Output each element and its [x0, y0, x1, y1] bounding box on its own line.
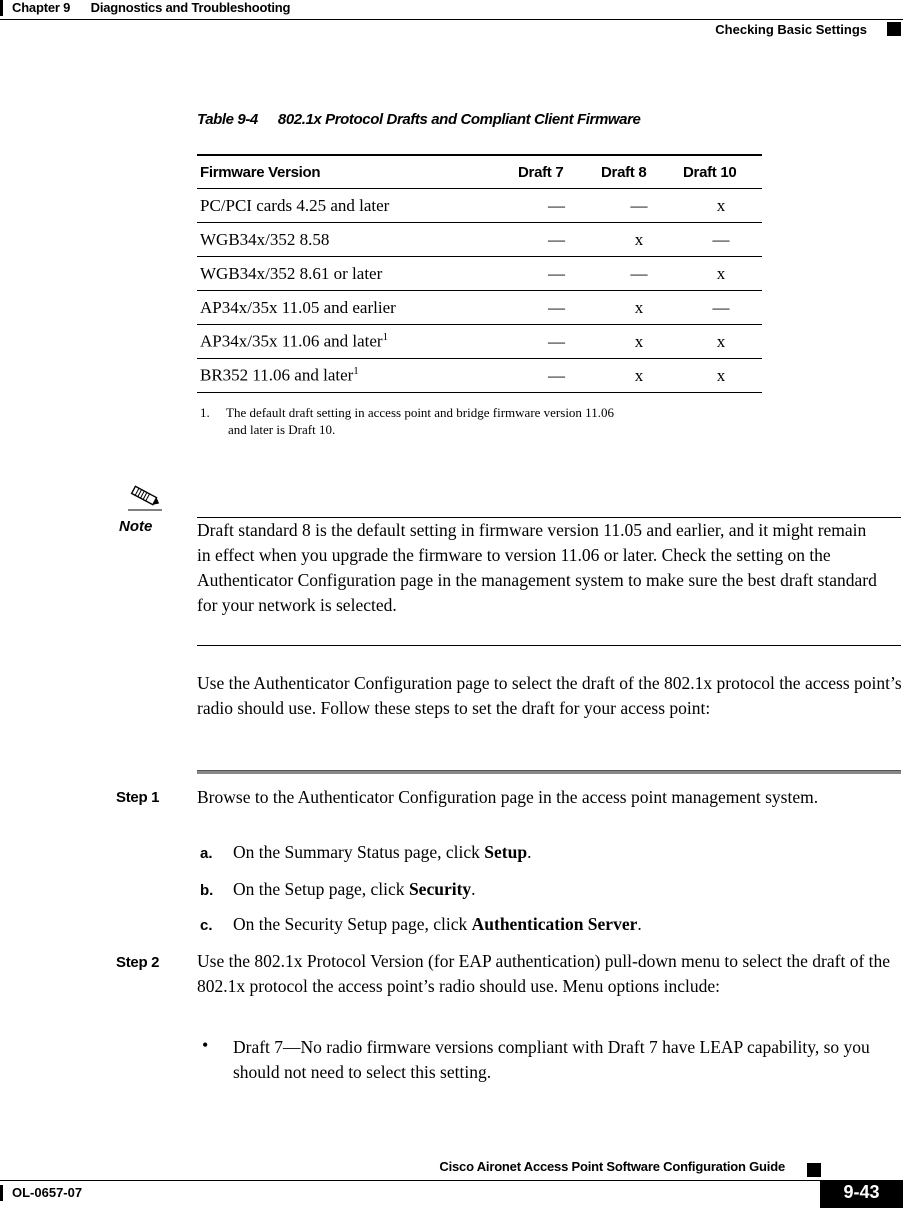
table-number: Table 9-4 — [197, 111, 258, 128]
footnote-ref[interactable]: 1 — [382, 331, 389, 344]
table-row — [197, 359, 762, 393]
bullet-text: Draft 7—No radio firmware versions compliant with Draft 7 have LEAP capability, so you should not need to select this setting. — [233, 1037, 870, 1082]
note-divider — [197, 645, 901, 646]
firmware-cell: PC/PCI cards 4.25 and later — [197, 189, 515, 223]
substep-label: c. — [200, 917, 213, 934]
header-bar — [0, 0, 3, 16]
draft10-cell: x — [680, 325, 762, 359]
draft7-cell: — — [515, 325, 598, 359]
column-header: Firmware Version — [197, 155, 515, 189]
draft8-cell: — — [598, 257, 680, 291]
step-label: Step 2 — [116, 954, 160, 971]
bullet-symbol: • — [202, 1035, 209, 1055]
draft7-cell: — — [515, 291, 598, 325]
substep-label: a. — [200, 845, 213, 862]
header-rule — [0, 19, 903, 20]
step-text: Use the 802.1x Protocol Version (for EAP authentication) pull-down menu to select the draft of the 802.1x protocol the access point’s radio should use. Menu options include: — [197, 951, 891, 996]
table-row — [197, 325, 762, 359]
firmware-cell: BR352 11.06 and later$^1$ — [197, 359, 515, 393]
draft8-cell: — — [598, 189, 680, 223]
draft7-cell: — — [515, 359, 598, 393]
firmware-cell: AP34x/35x 11.06 and later$^1$ — [197, 325, 515, 359]
note-pencil-icon — [128, 481, 162, 511]
column-header: Draft 8 — [598, 155, 680, 189]
document-number: OL-0657-07 — [12, 1185, 83, 1200]
draft8-cell: x — [598, 325, 680, 359]
draft10-cell: — — [680, 291, 762, 325]
draft7-cell: — — [515, 189, 598, 223]
table-header-row — [197, 155, 762, 189]
menu-link-authentication-server: Authentication Server — [471, 914, 638, 934]
column-header: Draft 10 — [680, 155, 762, 189]
section-title: Checking Basic Settings — [715, 22, 867, 37]
table-title: 802.1x Protocol Drafts and Compliant Client Firmware — [277, 111, 641, 128]
draft7-cell: — — [515, 223, 598, 257]
firmware-table — [197, 154, 762, 393]
menu-link-security: Security — [408, 879, 472, 899]
table-row — [197, 257, 762, 291]
substep-text: On the Summary Status page, click Setup. — [233, 842, 532, 862]
table-row — [197, 291, 762, 325]
chapter-title: Chapter 9 Diagnostics and Troubleshooting — [12, 0, 291, 15]
draft10-cell: x — [680, 257, 762, 291]
table-footnote — [200, 404, 760, 438]
footnote-ref[interactable]: 1 — [353, 365, 359, 378]
firmware-cell: WGB34x/352 8.61 or later — [197, 257, 515, 291]
note-text: Draft standard 8 is the default setting in firmware version 11.05 and earlier, and it might remain in effect when you upgrade the firmware to version 11.06 or later. Check the setting on the Authenticator Configuration page in the management system to make sure the best draft standard for your network is selected. — [197, 520, 877, 615]
draft8-cell: x — [598, 359, 680, 393]
table-row — [197, 189, 762, 223]
procedure-rule — [197, 770, 901, 774]
draft10-cell: x — [680, 359, 762, 393]
page-number: 9-43 — [843, 1182, 880, 1202]
table-row — [197, 223, 762, 257]
header-marker — [887, 22, 901, 36]
footer-bar — [0, 1185, 3, 1201]
intro-paragraph: Use the Authenticator Configuration page to select the draft of the 802.1x protocol the access point’s radio should use. Follow these steps to set the draft for your access point: — [197, 673, 902, 718]
footnote-line: The default draft setting in access point and bridge firmware version 11.06 — [226, 405, 614, 420]
step-label: Step 1 — [116, 789, 160, 806]
menu-link-setup: Setup — [484, 842, 528, 862]
draft7-cell: — — [515, 257, 598, 291]
footer-rule — [0, 1180, 820, 1181]
table-caption — [197, 111, 641, 128]
draft8-cell: x — [598, 291, 680, 325]
step-text: Browse to the Authenticator Configuration page in the access point management system. — [197, 787, 819, 807]
footnote-number: 1. — [200, 405, 210, 420]
draft10-cell: — — [680, 223, 762, 257]
footer-guide-title: Cisco Aironet Access Point Software Configuration Guide — [439, 1159, 785, 1174]
substep-text: On the Security Setup page, click Authentication Server. — [233, 914, 642, 934]
substep-text: On the Setup page, click Security. — [233, 879, 476, 899]
firmware-cell: WGB34x/352 8.58 — [197, 223, 515, 257]
footnote-line: and later is Draft 10. — [228, 422, 336, 437]
column-header: Draft 7 — [515, 155, 598, 189]
substep-label: b. — [200, 882, 214, 899]
draft8-cell: x — [598, 223, 680, 257]
note-label: Note — [119, 518, 153, 535]
footer-marker — [807, 1163, 821, 1177]
firmware-cell: AP34x/35x 11.05 and earlier — [197, 291, 515, 325]
draft10-cell: x — [680, 189, 762, 223]
